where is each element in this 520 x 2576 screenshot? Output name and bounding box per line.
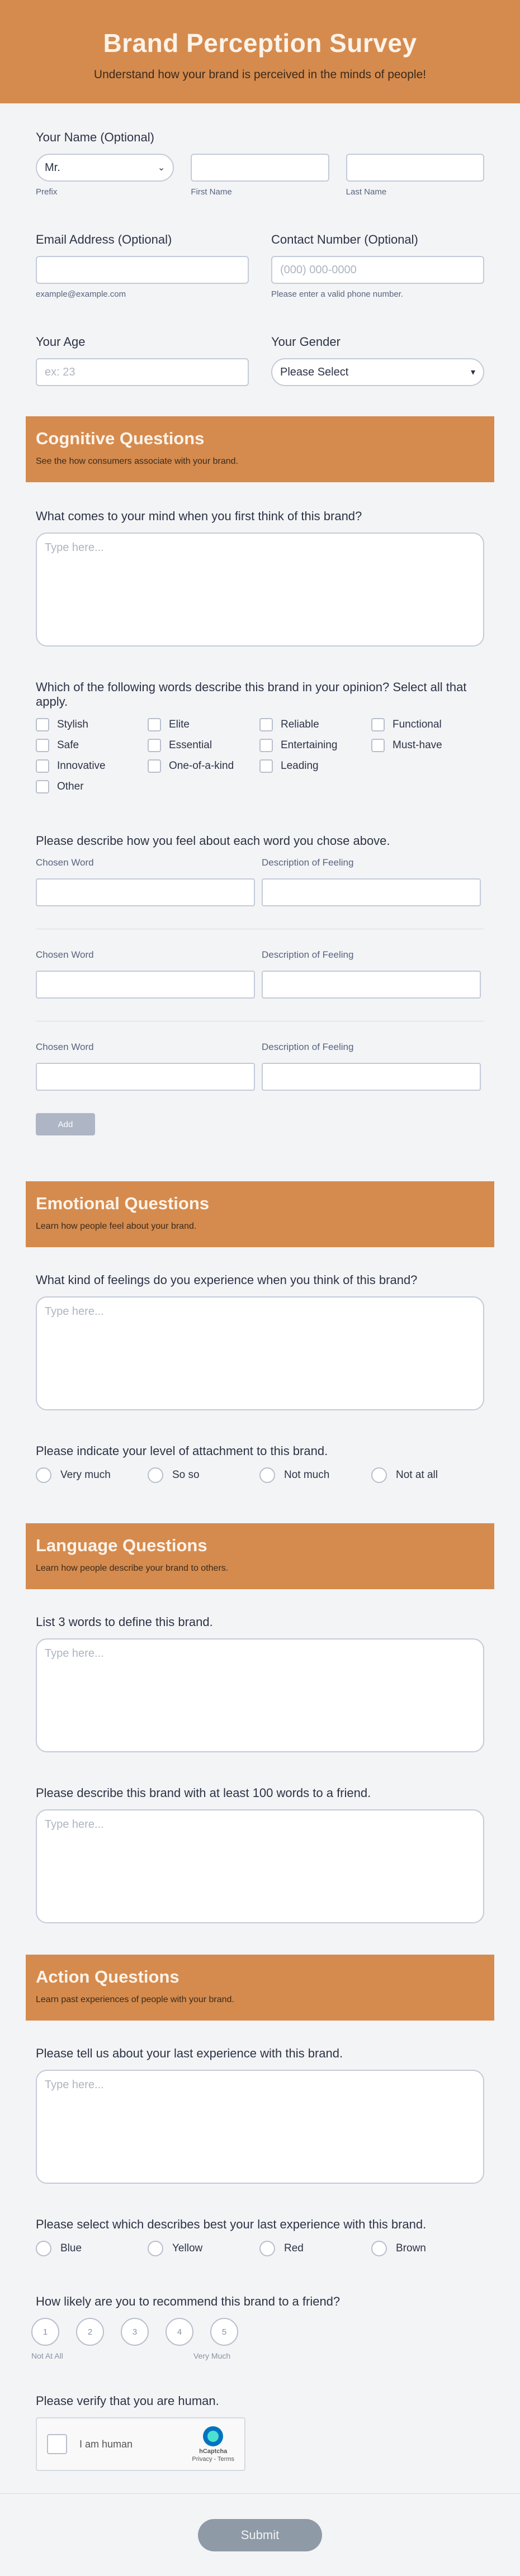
checkbox-option[interactable] [148,739,259,752]
checkbox-option[interactable] [36,780,148,793]
email-sublabel: example@example.com [36,289,126,299]
checkbox[interactable] [259,718,273,731]
radio-option[interactable] [36,1467,148,1483]
checkbox[interactable] [148,739,161,752]
radio-label: Not much [284,1469,330,1481]
chosen-word-input[interactable] [36,971,255,999]
checkbox-label: Innovative [57,760,106,772]
prefix-value: Mr. [45,161,60,174]
email-field[interactable] [36,256,249,284]
name-label: Your Name (Optional) [36,130,154,144]
action-q2: Please select which describes best your last experience with this brand. [36,2217,427,2231]
checkbox-label: Leading [281,760,319,772]
section-desc: Learn how people describe your brand to others. [36,1563,229,1573]
radio-label: Not at all [396,1469,438,1481]
checkbox[interactable] [36,718,49,731]
action-q3: How likely are you to recommend this brand to a friend? [36,2294,341,2308]
chosen-word-input[interactable] [36,878,255,906]
recommend-scale [26,2318,494,2346]
textarea-placeholder: Type here... [45,1818,104,1831]
checkbox[interactable] [371,718,385,731]
chosen-word-input[interactable] [36,1063,255,1091]
captcha-check-label: I am human [79,2438,133,2450]
checkbox-option[interactable] [36,759,148,773]
hcaptcha-logo-icon [203,2426,223,2446]
hcaptcha-brand: hCaptcha [199,2447,228,2455]
col-chosen-word: Chosen Word [36,949,94,960]
section-emotional [26,1181,494,1247]
hcaptcha-links[interactable]: Privacy - Terms [192,2455,234,2463]
checkbox[interactable] [148,718,161,731]
description-input[interactable] [262,1063,481,1091]
section-title: Action Questions [36,1967,179,1986]
textarea-placeholder: Type here... [45,1305,104,1318]
checkbox[interactable] [36,780,49,793]
col-description: Description of Feeling [262,1042,354,1052]
checkbox-option[interactable] [36,718,148,731]
checkbox-label: Safe [57,739,79,751]
radio-option[interactable] [36,2241,148,2256]
radio-label: Very much [60,1469,111,1481]
checkbox[interactable] [259,759,273,773]
checkbox-option[interactable] [148,718,259,731]
description-input[interactable] [262,971,481,999]
language-q1: List 3 words to define this brand. [36,1615,213,1629]
checkbox-label: One-of-a-kind [169,760,234,772]
email-label: Email Address (Optional) [36,232,172,246]
captcha-checkbox[interactable] [47,2434,67,2454]
checkbox-option[interactable] [259,759,371,773]
radio-label: Red [284,2242,304,2254]
checkbox-option[interactable] [36,739,148,752]
survey-form [0,103,520,2493]
radio-label: Blue [60,2242,82,2254]
checkbox-option[interactable] [371,718,483,731]
section-desc: See the how consumers associate with your brand. [36,457,238,466]
radio-label: So so [172,1469,200,1481]
cognitive-q2: Which of the following words describe this brand in your opinion? Select all that apply. [36,680,467,709]
first-name-input[interactable] [191,154,329,182]
section-title: Emotional Questions [36,1194,210,1213]
captcha-label: Please verify that you are human. [36,2394,219,2408]
radio[interactable] [259,1467,275,1483]
section-desc: Learn past experiences of people with your brand. [36,1995,234,2004]
radio[interactable] [36,1467,51,1483]
checkbox-option[interactable] [371,739,483,752]
emotional-q1: What kind of feelings do you experience when you think of this brand? [36,1273,418,1287]
attachment-radio-group [26,1467,494,1483]
gender-select[interactable] [271,358,484,386]
radio[interactable] [259,2241,275,2256]
textarea-placeholder: Type here... [45,1647,104,1660]
checkbox-label: Elite [169,719,190,730]
checkbox-label: Reliable [281,719,319,730]
hcaptcha-widget [36,2417,245,2471]
language-q2-textarea[interactable] [36,1809,484,1923]
last-name-input[interactable] [346,154,484,182]
radio[interactable] [148,2241,163,2256]
submit-button[interactable]: Submit [198,2519,322,2551]
radio-option[interactable] [259,1467,371,1483]
form-subtitle: Understand how your brand is perceived in the minds of people! [93,68,427,81]
add-row-button[interactable]: Add [36,1113,95,1135]
phone-placeholder: (000) 000-0000 [280,263,357,276]
scale-option[interactable]: 4 [166,2318,193,2346]
checkbox[interactable] [36,739,49,752]
radio[interactable] [371,1467,387,1483]
section-title: Language Questions [36,1536,207,1555]
prefix-sublabel: Prefix [36,187,58,197]
radio[interactable] [371,2241,387,2256]
checkbox-label: Essential [169,739,212,751]
radio-option[interactable] [259,2241,371,2256]
age-label: Your Age [36,335,86,349]
scale-high-label: Very Much [193,2351,231,2360]
checkbox-option[interactable] [259,739,371,752]
checkbox[interactable] [148,759,161,773]
radio[interactable] [148,1467,163,1483]
col-description: Description of Feeling [262,857,354,868]
phone-sublabel: Please enter a valid phone number. [271,289,403,299]
section-action [26,1955,494,2021]
age-placeholder: ex: 23 [45,365,75,378]
radio-option[interactable] [148,1467,259,1483]
checkbox[interactable] [371,739,385,752]
section-desc: Learn how people feel about your brand. [36,1222,197,1231]
phone-field[interactable] [271,256,484,284]
cognitive-q1-textarea[interactable] [36,533,484,647]
checkbox-label: Functional [393,719,442,730]
textarea-placeholder: Type here... [45,541,104,554]
caret-down-icon: ▾ [470,368,475,377]
checkbox-label: Entertaining [281,739,338,751]
action-q1-textarea[interactable] [36,2070,484,2184]
description-input[interactable] [262,878,481,906]
scale-option[interactable]: 3 [121,2318,149,2346]
col-chosen-word: Chosen Word [36,857,94,868]
checkbox-option[interactable] [148,759,259,773]
checkbox-label: Stylish [57,719,88,730]
cognitive-q1: What comes to your mind when you first think of this brand? [36,509,362,523]
experience-radio-group [26,2241,494,2256]
section-cognitive [26,416,494,482]
scale-option[interactable]: 1 [31,2318,59,2346]
radio-option[interactable] [371,2241,483,2256]
checkbox-option[interactable] [259,718,371,731]
form-header [0,0,520,103]
cognitive-q3: Please describe how you feel about each word you chose above. [36,834,390,848]
action-q1: Please tell us about your last experience with this brand. [36,2046,343,2060]
form-title: Brand Perception Survey [103,28,417,58]
section-language [26,1523,494,1589]
word-checkbox-group [26,718,494,793]
scale-low-label: Not At All [31,2351,63,2360]
radio[interactable] [36,2241,51,2256]
checkbox[interactable] [36,759,49,773]
emotional-q1-textarea[interactable] [36,1296,484,1410]
language-q1-textarea[interactable] [36,1638,484,1752]
radio-label: Yellow [172,2242,203,2254]
age-field[interactable] [36,358,249,386]
emotional-q2: Please indicate your level of attachment to this brand. [36,1444,328,1458]
checkbox-label: Other [57,781,84,792]
prefix-select[interactable] [36,154,174,182]
checkbox-label: Must-have [393,739,442,751]
form-footer [0,2493,520,2576]
gender-label: Your Gender [271,335,341,349]
col-chosen-word: Chosen Word [36,1042,94,1052]
last-name-sublabel: Last Name [346,187,387,197]
feelings-table [26,857,494,1091]
radio-label: Brown [396,2242,426,2254]
textarea-placeholder: Type here... [45,2079,104,2091]
first-name-sublabel: First Name [191,187,232,197]
col-description: Description of Feeling [262,949,354,960]
gender-value: Please Select [280,365,349,378]
section-title: Cognitive Questions [36,429,205,448]
scale-option[interactable]: 2 [76,2318,104,2346]
checkbox[interactable] [259,739,273,752]
phone-label: Contact Number (Optional) [271,232,418,246]
chevron-down-icon: ⌄ [157,163,166,173]
scale-option[interactable]: 5 [210,2318,238,2346]
radio-option[interactable] [148,2241,259,2256]
language-q2: Please describe this brand with at least 100 words to a friend. [36,1786,371,1800]
radio-option[interactable] [371,1467,483,1483]
